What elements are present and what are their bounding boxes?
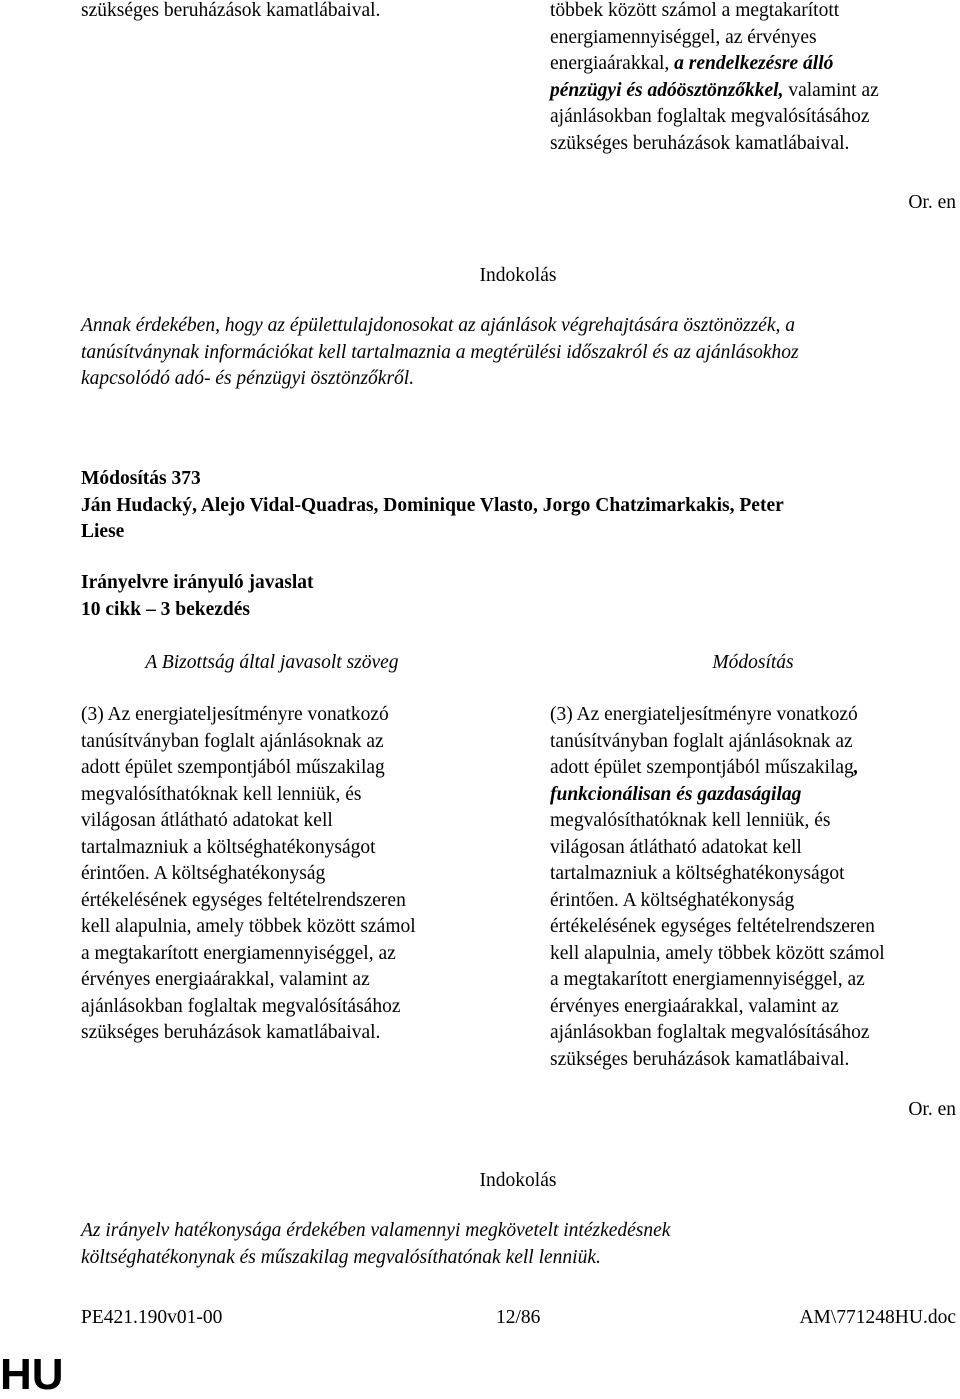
language-code: HU <box>0 1350 64 1399</box>
justification-heading: Indokolás <box>479 1170 557 1191</box>
text-line: adott épület szempontjából műszakilag, <box>550 757 859 778</box>
justification-text <box>81 313 799 393</box>
justification-text <box>81 1218 670 1271</box>
text-line: szükséges beruházások kamatlábaival. <box>550 132 850 154</box>
text-line: ajánlásokban foglaltak megvalósításához <box>550 106 870 127</box>
text-line: tanúsítványnak információkat kell tartalmaznia a megtérülési időszakról és az ajánlásokhoz <box>81 341 799 363</box>
text-line: ajánlásokban foglaltak megvalósításához <box>550 1022 870 1043</box>
original-language: Or. en <box>908 192 956 213</box>
text-line: többek között számol a megtakarított <box>550 0 840 21</box>
original-language: Or. en <box>908 1099 956 1120</box>
text-line: kapcsolódó adó- és pénzügyi ösztönzőkről. <box>81 368 415 389</box>
text-line: (3) Az energiateljesítményre vonatkozó <box>81 704 389 725</box>
text-line: szükséges beruházások kamatlábaival. <box>550 1048 850 1070</box>
right-column-tail <box>550 0 879 157</box>
amendment-authors: Ján Hudacký, Alejo Vidal-Quadras, Dominique Vlasto, Jorgo Chatzimarkakis, Peter <box>81 494 784 516</box>
text-line: érvényes energiaárakkal, valamint az <box>550 995 839 1017</box>
text-line: ajánlásokban foglaltak megvalósításához <box>81 995 401 1017</box>
text-line: Annak érdekében, hogy az épülettulajdonosokat az ajánlások végrehajtására ösztönözzék, a <box>81 315 795 336</box>
text-line: tartalmazniuk a költséghatékonyságot <box>550 863 845 884</box>
text-line: megvalósíthatóknak kell lenniük, és <box>550 810 831 831</box>
text-line: energiamennyiséggel, az érvényes <box>550 26 817 48</box>
text-line: világosan átlátható adatokat kell <box>81 810 333 831</box>
text-line: pénzügyi és adóösztönzőkkel, valamint az <box>550 79 879 101</box>
text-line: adott épület szempontjából műszakilag <box>81 757 385 778</box>
text-line: Az irányelv hatékonysága érdekében valamennyi megkövetelt intézkedésnek <box>81 1220 671 1241</box>
text-line: tanúsítványban foglalt ajánlásoknak az <box>550 730 853 752</box>
text-line: kell alapulnia, amely többek között számol <box>550 942 885 964</box>
amendment-authors: Liese <box>81 521 125 542</box>
text-line: megvalósíthatóknak kell lenniük, és <box>81 783 362 805</box>
amended-text: , <box>853 757 859 778</box>
text-line: szükséges beruházások kamatlábaival. <box>81 1022 381 1043</box>
article-reference: 10 cikk – 3 bekezdés <box>81 598 251 620</box>
proposal-type: Irányelvre irányuló javaslat <box>81 572 314 593</box>
text-line: világosan átlátható adatokat kell <box>550 836 802 858</box>
amended-text: pénzügyi és adóösztönzőkkel, <box>550 79 784 101</box>
commission-text <box>81 702 416 1047</box>
text-line: a megtakarított energiamennyiséggel, az <box>550 969 865 990</box>
footer-doc-ref: PE421.190v01-00 <box>81 1307 223 1328</box>
amendment-header <box>81 466 784 546</box>
text-line: kell alapulnia, amely többek között számol <box>81 916 416 937</box>
footer-file-name: AM\771248HU.doc <box>799 1307 956 1328</box>
text-line: tanúsítványban foglalt ajánlásoknak az <box>81 730 384 752</box>
amendment-reference <box>81 570 314 623</box>
amendment-title: Módosítás 373 <box>81 468 201 489</box>
amended-text: funkcionálisan és gazdaságilag <box>550 783 802 805</box>
text-line: költséghatékonynak és műszakilag megvalósíthatónak kell lenniük. <box>81 1246 601 1268</box>
left-column-tail: szükséges beruházások kamatlábaival. <box>81 0 381 21</box>
commission-text-heading: A Bizottság által javasolt szöveg <box>145 652 399 673</box>
text-line: érintően. A költséghatékonyság <box>550 889 795 911</box>
text-line: érintően. A költséghatékonyság <box>81 863 326 884</box>
text-line: értékelésének egységes feltételrendszeren <box>550 916 875 937</box>
text-line: a megtakarított energiamennyiséggel, az <box>81 942 396 964</box>
text-line: energiaárakkal, a rendelkezésre álló <box>550 53 834 74</box>
footer-page-number: 12/86 <box>496 1307 541 1328</box>
text-line: értékelésének egységes feltételrendszeren <box>81 889 406 911</box>
text-line: tartalmazniuk a költséghatékonyságot <box>81 836 376 858</box>
amended-text: a rendelkezésre álló <box>674 53 834 74</box>
text-line: (3) Az energiateljesítményre vonatkozó <box>550 704 858 725</box>
amended-text-column <box>550 702 885 1073</box>
amendment-heading: Módosítás <box>712 652 794 673</box>
text-line: érvényes energiaárakkal, valamint az <box>81 969 370 990</box>
justification-heading: Indokolás <box>479 265 557 286</box>
